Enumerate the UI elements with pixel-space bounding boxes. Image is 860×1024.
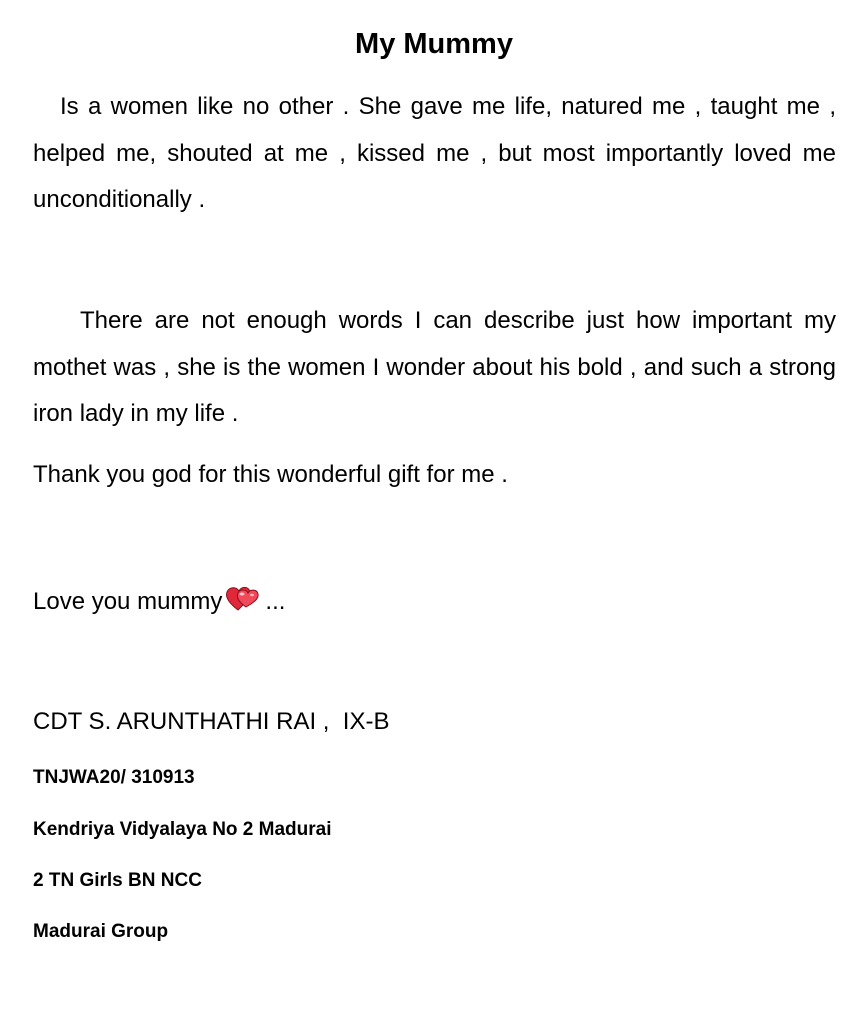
closing-ellipsis: ...	[265, 588, 286, 615]
closing-text: Love you mummy	[33, 588, 223, 615]
heart-icon	[224, 585, 264, 626]
author-line: CDT S. ARUNTHATHI RAI , IX-B	[33, 708, 390, 735]
detail-unit: 2 TN Girls BN NCC	[33, 870, 202, 891]
detail-school: Kendriya Vidyalaya No 2 Madurai	[33, 819, 332, 840]
detail-registration: TNJWA20/ 310913	[33, 767, 195, 788]
paragraph-1: Is a women like no other . She gave me life, natured me , taught me , helped me, shouted at me , kissed me , but most importantly loved me unconditionally .	[33, 93, 836, 213]
detail-group: Madurai Group	[33, 921, 169, 942]
paragraph-3: Thank you god for this wonderful gift for me .	[33, 461, 508, 488]
closing-line	[33, 582, 285, 626]
paragraph-2: There are not enough words I can describe just how important my mothet was , she is the women I wonder about his bold , and such a strong iron lady in my life .	[33, 307, 836, 427]
document-title: My Mummy	[355, 28, 513, 60]
